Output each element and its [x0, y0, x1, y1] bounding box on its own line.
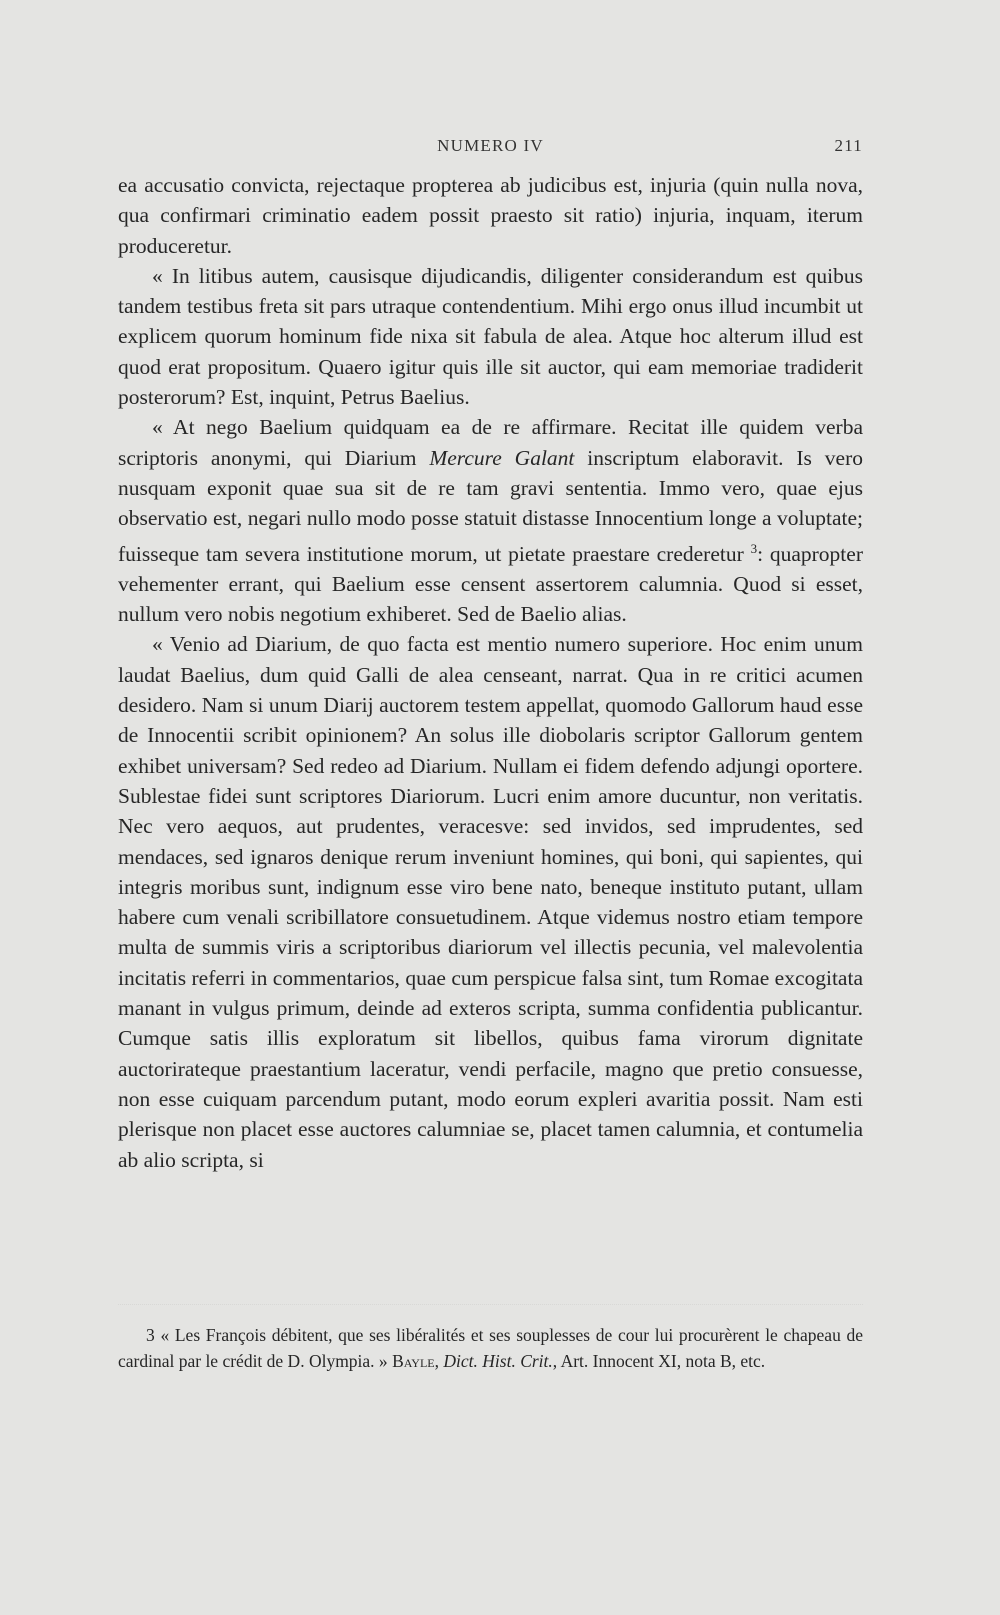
paragraph-3-text-a: « At nego Baelium quidquam ea de re affirmare. Recitat ille quidem verba scriptoris anonymi, qui Diarium — [118, 415, 863, 470]
footnote-separator — [118, 1304, 863, 1305]
footnote-number: 3 — [146, 1325, 155, 1345]
paragraph-4: « Venio ad Diarium, de quo facta est mentio numero superiore. Hoc enim unum laudat Baelius, dum quid Galli de alea censeant, narrat. Qua in re critici acumen desidero. Nam si unum Diarij auctorem testem appellat, quomodo Gallorum haud esse de Innocentii scribit opinionem? An solus ille diobolaris scriptor Gallorum gentem exhibet universam? Sed redeo ad Diarium. Nullam ei fidem defendo adjungi oportere. Sublestae fidei sunt scriptores Diariorum. Lucri enim amore ducuntur, non veritatis. Nec vero aequos, aut prudentes, veracesve: sed invidos, sed imprudentes, sed mendaces, sed ignaros denique rerum inveniunt homines, qui boni, qui sapientes, qui integris moribus sunt, indignum esse viro bene nato, beneque instituto putant, ullam habere cum venali scribillatore consuetudinem. Atque videmus nostro etiam tempore multa de summis viris a scriptoribus diariorum vel illectis pecunia, vel malevolentia incitatis referri in commentarios, quae cum perspicue falsa sint, tum Romae excogitata manant in vulgus primum, deinde ad exteros scripta, summa confidentia publicantur. Cumque satis illis exploratum sit libellos, quibus fama virorum dignitate auctorirateque praestantium laceratur, vendi perfacile, magno que pretio consuesse, non esse cuiquam parcendum putant, modo eorum expleri avaritia possit. Nam esti plerisque non placet esse auctores calumniae se, placet tamen calumnia, et contumelia ab alio scripta, si — [118, 632, 863, 1172]
paragraph-1: ea accusatio convicta, rejectaque propterea ab judicibus est, injuria (quin nulla nova, qua confirmari criminatio eadem possit praesto sit ratio) injuria, inquam, iterum produceretur. — [118, 173, 863, 258]
running-title: NUMERO IV — [437, 136, 544, 155]
footnote — [118, 1322, 863, 1374]
periodical-title: Mercure Galant — [429, 445, 575, 470]
paragraph-2: « In litibus autem, causisque dijudicandis, diligenter considerandum est quibus tandem testibus freta sit pars utraque contendentium. Mihi ergo onus illud incumbit ut explicem quorum hominum fide nixa sit fabula de alea. Atque hoc alterum illud est quod erat propositum. Quaero igitur quis ille sit auctor, qui eam memoriae tradiderit posterorum? Est, inquint, Petrus Baelius. — [118, 263, 863, 410]
paragraph-3-text-b: inscriptum elaboravit. Is vero nusquam exponit quae sua sit de re tam gravi sententia. Immo vero, quae ejus observatio est, negari nullo modo posse statuit distasse Innocentium longe a voluptate; fuisseque tam severa institutione morum, ut pietate praestare crederetur — [118, 445, 863, 566]
page-number: 211 — [834, 136, 863, 155]
footnote-sep: , — [434, 1351, 444, 1371]
footnote-text-b: , Art. Innocent XI, nota B, etc. — [552, 1351, 766, 1371]
footnote-text-a: « Les François débitent, que ses libéralités et ses souplesses de cour lui procurèrent le chapeau de cardinal par le crédit de D. Olympia. » — [118, 1325, 864, 1371]
running-head — [118, 136, 863, 160]
paragraph-3-text-c: : quapropter vehementer errant, qui Baelium esse censent assertorem calumnia. Quod si esset, nullum vero nobis negotium exhiberet. Sed de Baelio alias. — [118, 541, 863, 627]
footnote-reference: 3 — [750, 540, 758, 556]
footnote-author: Bayle — [392, 1351, 435, 1371]
body-text — [118, 170, 863, 1175]
paragraph-3 — [118, 412, 863, 629]
footnote-work: Dict. Hist. Crit. — [443, 1351, 553, 1371]
